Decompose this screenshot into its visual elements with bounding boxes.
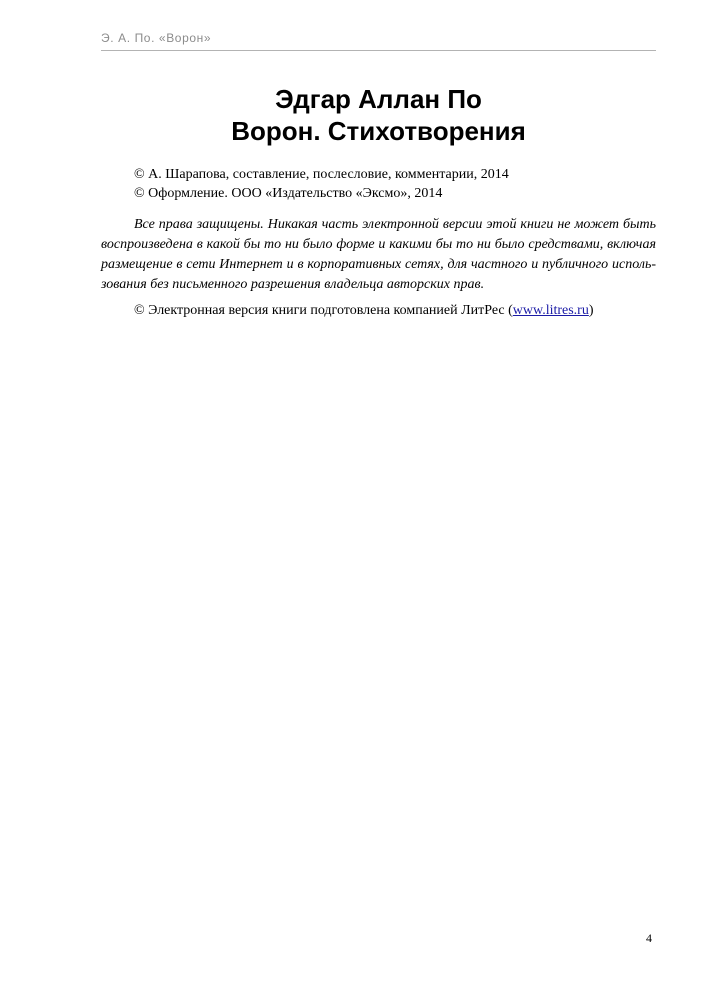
copyright-compiler: © А. Шарапова, составление, послесловие, комментарии, 2014 xyxy=(134,167,509,182)
electronic-version-prefix: © Электронная версия книги подготовлена компанией ЛитРес ( xyxy=(134,303,513,318)
litres-link[interactable]: www.litres.ru xyxy=(512,303,589,318)
electronic-version-suffix: ) xyxy=(588,303,594,318)
book-title: Ворон. Стихотворения xyxy=(231,116,526,146)
title-block xyxy=(101,83,656,147)
copyright-block xyxy=(134,165,509,203)
electronic-version-note xyxy=(134,301,594,320)
header-divider xyxy=(101,50,656,51)
running-header: Э. А. По. «Ворон» xyxy=(101,31,212,45)
copyright-design: © Оформление. ООО «Издательство «Эксмо», 2014 xyxy=(134,186,443,201)
rights-notice xyxy=(101,215,656,295)
rights-notice-line: зования без письменного разрешения владельца авторских прав. xyxy=(101,277,485,292)
rights-notice-line: воспроизведена в какой бы то ни было форме и какими бы то ни было средствами, включая xyxy=(101,237,656,252)
page-number: 4 xyxy=(646,931,652,945)
rights-notice-line: размещение в сети Интернет и в корпоративных сетях, для частного и публичного исполь- xyxy=(101,257,656,272)
rights-notice-line: Все права защищены. Никакая часть электронной версии этой книги не может быть xyxy=(134,217,656,232)
author-name: Эдгар Аллан По xyxy=(275,84,482,114)
